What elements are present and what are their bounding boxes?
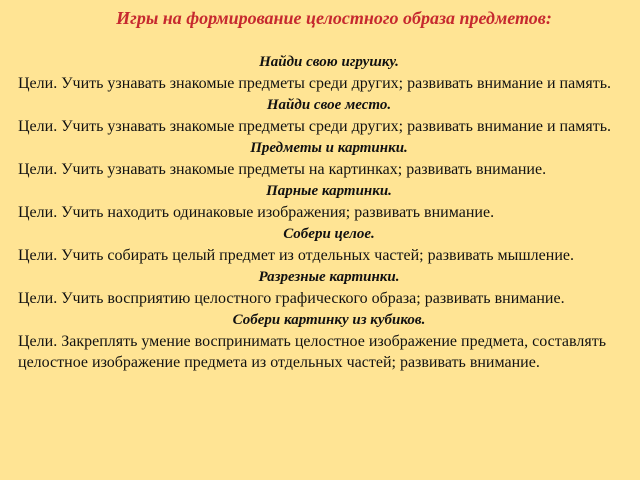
game-title: Разрезные картинки. [258,269,400,285]
game-goal: Цели. Учить узнавать знакомые предметы среди других; развивать внимание и память. [18,75,611,92]
list-item [18,95,640,137]
game-goal: Цели. Учить узнавать знакомые предметы на картинках; развивать внимание. [18,161,547,178]
game-goal: Цели. Учить восприятию целостного графического образа; развивать внимание. [18,290,565,307]
list-item [18,181,640,223]
list-item [18,138,640,180]
page-title: Игры на формирование целостного образа предметов: [116,8,552,28]
game-goal: Цели. Учить находить одинаковые изображения; развивать внимание. [18,204,495,221]
list-item [18,52,640,94]
game-goal: Цели. Учить узнавать знакомые предметы среди других; развивать внимание и память. [18,118,611,135]
list-item [18,267,640,309]
game-title: Собери целое. [283,226,375,242]
list-item [18,310,640,373]
game-title: Найди свою игрушку. [259,54,399,70]
game-title: Собери картинку из кубиков. [232,312,426,328]
game-goal: Цели. Учить собирать целый предмет из отдельных частей; развивать мышление. [18,247,574,264]
games-list [18,52,640,374]
list-item [18,224,640,266]
game-title: Предметы и картинки. [250,140,408,156]
game-title: Найди свое место. [266,97,392,113]
game-title: Парные картинки. [266,183,392,199]
game-goal: Цели. Закреплять умение воспринимать целостное изображение предмета, составлять целостное изображение предмета из отдельных частей; развивать внимание. [18,333,606,371]
